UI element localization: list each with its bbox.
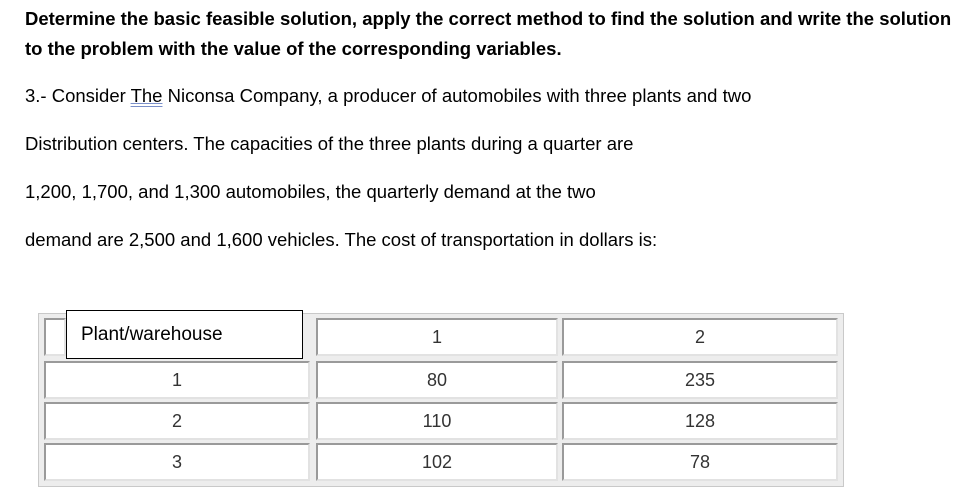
table-header-col-2: 2: [562, 318, 838, 356]
table-row-2-cost-2: 128: [562, 402, 838, 440]
table-header-plant-warehouse: Plant/warehouse: [66, 310, 303, 359]
table-row-3-cost-2: 78: [562, 443, 838, 481]
problem-line-1-suffix: Niconsa Company, a producer of automobiles with three plants and two: [162, 85, 752, 106]
problem-line-3: 1,200, 1,700, and 1,300 automobiles, the quarterly demand at the two: [25, 181, 596, 202]
table-row-1-cost-1: 80: [316, 361, 558, 399]
table-row-3-cost-1: 102: [316, 443, 558, 481]
table-row-1-cost-2: 235: [562, 361, 838, 399]
instructions-heading: Determine the basic feasible solution, apply the correct method to find the solution and write the solution to the problem with the value of the corresponding variables.: [25, 8, 952, 59]
table-row-2-cost-1: 110: [316, 402, 558, 440]
problem-line-4: demand are 2,500 and 1,600 vehicles. The cost of transportation in dollars is:: [25, 229, 658, 250]
problem-line-1-prefix: 3.- Consider: [25, 85, 131, 106]
table-header-col-1: 1: [316, 318, 558, 356]
table-row-3-plant: 3: [44, 443, 310, 481]
table-row-2-plant: 2: [44, 402, 310, 440]
problem-line-2: Distribution centers. The capacities of the three plants during a quarter are: [25, 133, 634, 154]
table-header-left-edge: [44, 318, 66, 356]
problem-line-1-the: The: [130, 85, 163, 106]
table-row-1-plant: 1: [44, 361, 310, 399]
problem-line-1: [25, 84, 751, 108]
